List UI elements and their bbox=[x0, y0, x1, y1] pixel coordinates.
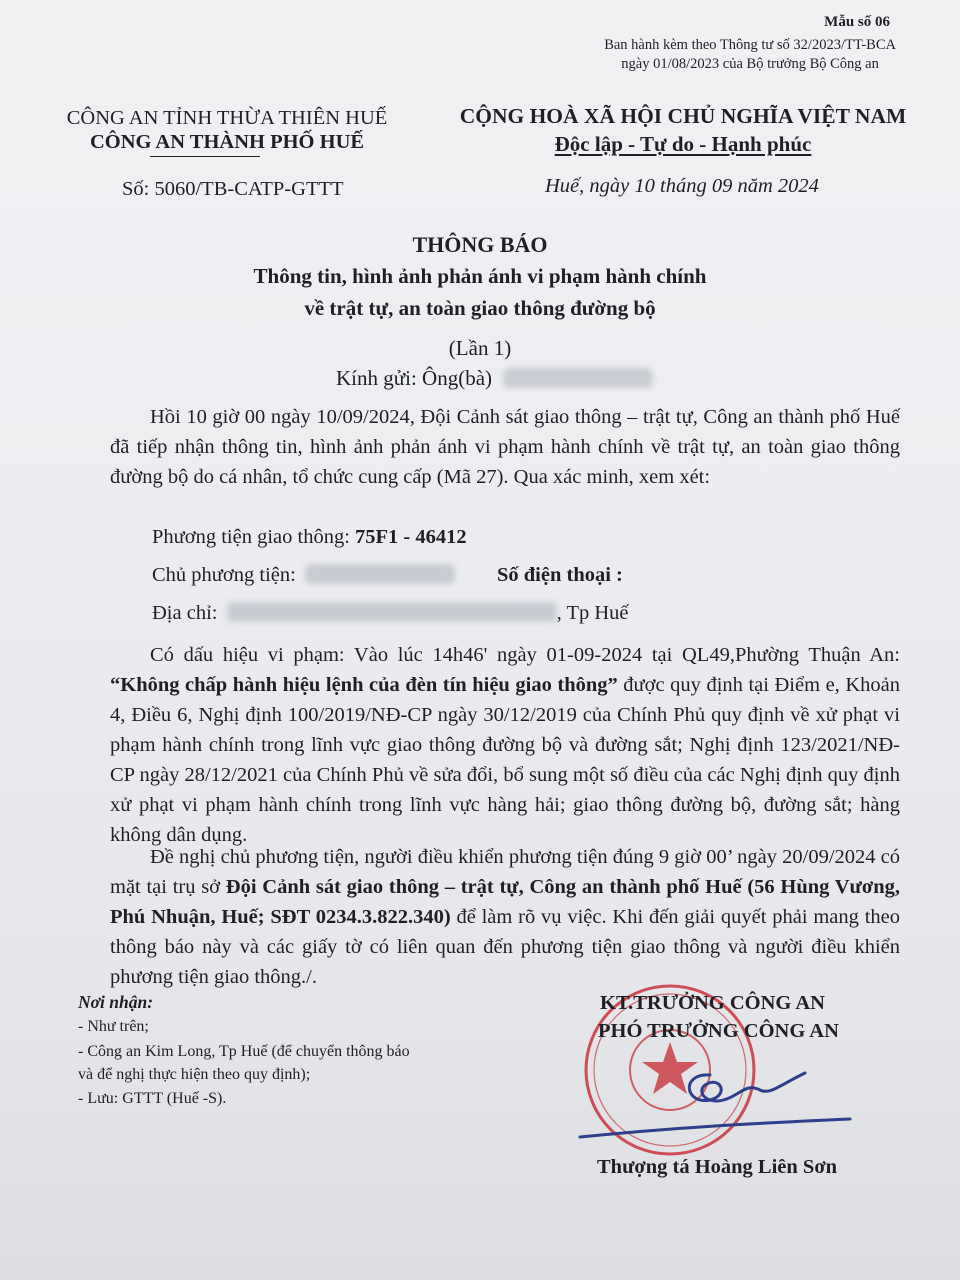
request-office: Đội Cảnh sát giao thông – trật tự, Công an thành phố Huế (56 Hùng Vương, Phú Nhuận, Huế; SĐT 0234.3.822.340) bbox=[110, 876, 900, 928]
document-subtitle-2: về trật tự, an toàn giao thông đường bộ bbox=[304, 296, 656, 320]
paragraph-intro: Hồi 10 giờ 00 ngày 10/09/2024, Đội Cảnh sát giao thông – trật tự, Công an thành phố Huế đã tiếp nhận thông tin, hình ảnh phản ánh vi phạm hành chính về trật tự, an toàn giao thông đường bộ do cá nhân, tổ chức cung cấp (Mã 27). Qua xác minh, xem xét: bbox=[110, 406, 900, 488]
agency-line1: CÔNG AN TỈNH THỪA THIÊN HUẾ bbox=[66, 107, 388, 129]
recipient-item: - Như trên; bbox=[78, 1018, 149, 1035]
form-note-line1: Ban hành kèm theo Thông tư số 32/2023/TT-BCA bbox=[604, 37, 896, 53]
vehicle-line bbox=[152, 526, 467, 549]
document-subtitle-1: Thông tin, hình ảnh phản ánh vi phạm hành chính bbox=[253, 264, 707, 288]
address-label: Địa chỉ: bbox=[152, 602, 218, 624]
place-date: Huế, ngày 10 tháng 09 năm 2024 bbox=[545, 175, 819, 197]
agency-underline bbox=[150, 156, 260, 157]
form-note-line2: ngày 01/08/2023 của Bộ trưởng Bộ Công an bbox=[621, 56, 879, 72]
form-issuance-note bbox=[604, 36, 896, 74]
request-text-a: Đề nghị chủ phương tiện, người điều khiển phương tiện đúng 9 giờ 00’ ngày 20/09/2024 có mặt tại trụ sở bbox=[110, 846, 900, 898]
recipients-heading: Nơi nhận: bbox=[78, 992, 154, 1012]
owner-line bbox=[152, 564, 455, 587]
document-number: Số: 5060/TB-CATP-GTTT bbox=[122, 178, 344, 200]
vehicle-label: Phương tiện giao thông: bbox=[152, 526, 356, 548]
paragraph-violation bbox=[110, 640, 900, 850]
nation-line1: CỘNG HOÀ XÃ HỘI CHỦ NGHĨA VIỆT NAM bbox=[459, 104, 907, 128]
issuing-agency bbox=[62, 106, 392, 154]
greeting-label: Kính gửi: Ông(bà) bbox=[336, 366, 493, 390]
handwritten-signature bbox=[560, 1045, 860, 1155]
redacted-address bbox=[227, 602, 557, 622]
document-title: THÔNG BÁO bbox=[412, 232, 548, 257]
recipient-item: và để nghị thực hiện theo quy định); bbox=[78, 1066, 311, 1083]
redacted-owner bbox=[305, 564, 455, 584]
redacted-name bbox=[503, 368, 653, 388]
vehicle-plate: 75F1 - 46412 bbox=[355, 526, 467, 548]
phone-label: Số điện thoại : bbox=[497, 564, 623, 586]
form-number: Mẫu số 06 bbox=[824, 14, 890, 30]
violation-offense: “Không chấp hành hiệu lệnh của đèn tín hiệu giao thông” bbox=[110, 674, 618, 696]
request-text-b: để làm rõ vụ việc. Khi đến giải quyết phải mang theo thông báo này và các giấy tờ có liên quan đến phương tiện giao thông và người điều khiển phương tiện giao thông./. bbox=[110, 906, 900, 988]
agency-line2: CÔNG AN THÀNH PHỐ HUẾ bbox=[89, 131, 365, 153]
recipient-item: - Công an Kim Long, Tp Huế (để chuyển thông báo bbox=[78, 1043, 410, 1060]
signature-title-2: PHÓ TRƯỞNG CÔNG AN bbox=[598, 1020, 839, 1042]
recipient-item: - Lưu: GTTT (Huế -S). bbox=[78, 1090, 227, 1107]
national-motto bbox=[448, 102, 918, 158]
paragraph-request bbox=[110, 842, 900, 992]
signature-title-1: KT.TRƯỞNG CÔNG AN bbox=[600, 992, 825, 1014]
violation-text-a: Có dấu hiệu vi phạm: Vào lúc 14h46' ngày 01-09-2024 tại QL49,Phường Thuận An: bbox=[150, 644, 900, 666]
nation-line2: Độc lập - Tự do - Hạnh phúc bbox=[554, 132, 812, 156]
address-suffix: , Tp Huế bbox=[556, 602, 629, 624]
greeting bbox=[336, 366, 653, 391]
address-line bbox=[152, 602, 629, 625]
owner-label: Chủ phương tiện: bbox=[152, 564, 296, 586]
notice-round: (Lần 1) bbox=[448, 336, 512, 360]
violation-text-b: được quy định tại Điểm e, Khoản 4, Điều 6, Nghị định 100/2019/NĐ-CP ngày 30/12/2019 của Chính Phủ quy định về xử phạt vi phạm hành chính trong lĩnh vực giao thông đường bộ và đường sắt; Nghị định 123/2021/NĐ-CP ngày 28/12/2021 của Chính Phủ về sửa đổi, bổ sung một số điều của các Nghị định quy định xử phạt vi phạm hành chính trong lĩnh vực hàng hải; giao thông đường bộ, đường sắt; hàng không dân dụng. bbox=[110, 674, 900, 846]
signer-name: Thượng tá Hoàng Liên Sơn bbox=[597, 1156, 838, 1178]
